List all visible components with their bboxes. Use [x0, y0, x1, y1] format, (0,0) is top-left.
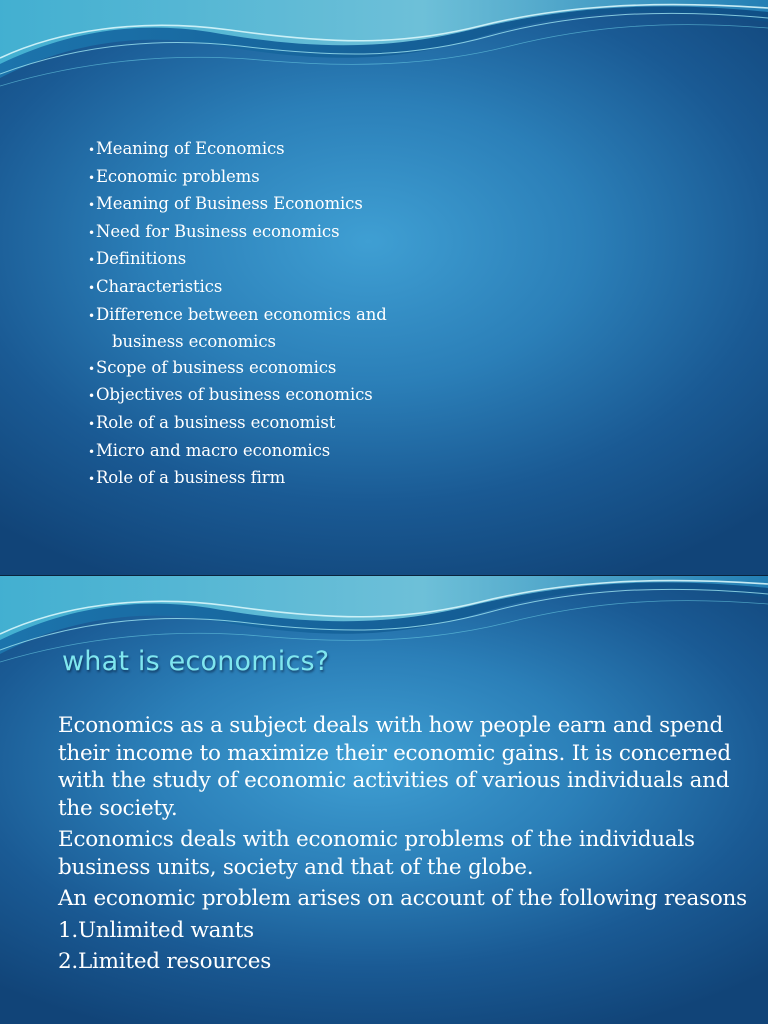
- topic-item-text: Meaning of Business Economics: [95, 194, 363, 214]
- body-paragraph: 2.Limited resources: [58, 949, 272, 974]
- bullet-marker: •: [88, 416, 95, 431]
- bullet-marker: •: [88, 389, 95, 404]
- body-paragraph: 1.Unlimited wants: [58, 917, 254, 943]
- topic-item: [88, 355, 387, 383]
- topic-item-text: Scope of business economics: [95, 357, 337, 377]
- slide-body: [58, 712, 758, 980]
- bullet-marker: •: [88, 170, 95, 185]
- topic-item: [88, 246, 387, 274]
- bullet-marker: •: [88, 280, 95, 295]
- topic-item-text: Characteristics: [95, 276, 223, 296]
- bullet-marker: •: [88, 143, 95, 157]
- slide-2: [0, 576, 768, 1024]
- topic-item: [88, 274, 387, 302]
- topic-item-text: Economic problems: [95, 166, 260, 186]
- topic-item: [88, 382, 387, 410]
- topic-item-text: Micro and macro economics: [95, 440, 331, 460]
- bullet-marker: •: [88, 253, 95, 268]
- body-paragraph: Economics deals with economic problems of the individuals business units, society and that of the globe.: [58, 827, 695, 880]
- bullet-marker: •: [88, 198, 95, 213]
- topic-item-text: Need for Business economics: [95, 221, 340, 241]
- topic-item-continuation: business economics: [112, 332, 276, 352]
- topic-item: [88, 410, 387, 438]
- topic-item-text: Objectives of business economics: [95, 385, 373, 405]
- topic-item-text: Meaning of Economics: [95, 139, 285, 158]
- topic-item: [88, 136, 387, 164]
- topic-item: [88, 191, 387, 219]
- wave-decoration: [0, 0, 768, 110]
- topic-item: [88, 465, 387, 493]
- topic-item: [88, 302, 387, 355]
- bullet-marker: •: [88, 308, 95, 323]
- bullet-marker: •: [88, 444, 95, 459]
- slide-title: what is economics?: [62, 646, 330, 677]
- body-paragraph: An economic problem arises on account of the following reasons: [58, 886, 747, 911]
- topic-list: [88, 136, 387, 493]
- bullet-marker: •: [88, 225, 95, 240]
- topic-item: [88, 164, 387, 192]
- topic-item: [88, 438, 387, 466]
- body-paragraph: Economics as a subject deals with how people earn and spend their income to maximize their economic gains. It is concerned with the study of economic activities of various individuals and the society.: [58, 713, 731, 821]
- bullet-marker: •: [88, 472, 95, 487]
- topic-item-text: Difference between economics and: [95, 304, 387, 324]
- topic-item-text: Role of a business economist: [95, 412, 336, 432]
- topic-item-text: Definitions: [95, 249, 187, 269]
- topic-item: [88, 219, 387, 247]
- topic-item-text: Role of a business firm: [95, 468, 286, 488]
- bullet-marker: •: [88, 361, 95, 376]
